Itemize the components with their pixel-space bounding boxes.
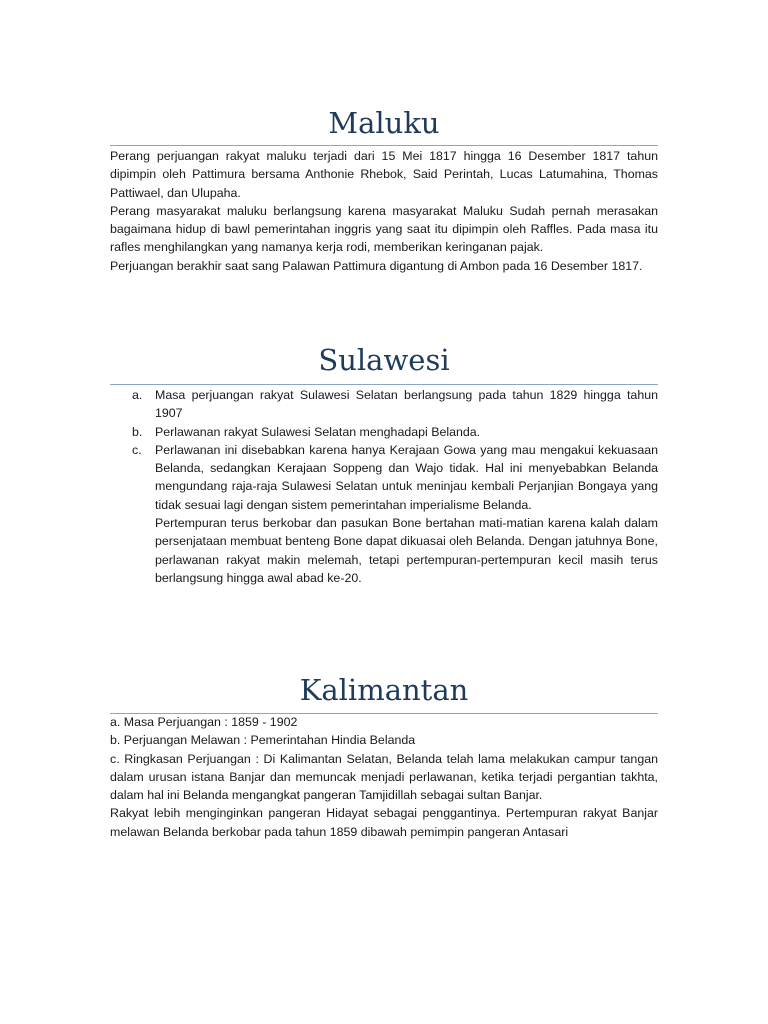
- list-item: [110, 423, 658, 441]
- sulawesi-body: [110, 386, 658, 587]
- paragraph: a. Masa Perjuangan : 1859 - 1902: [110, 715, 298, 729]
- sulawesi-list: [110, 386, 658, 587]
- maluku-body: [110, 147, 658, 275]
- section-title-kalimantan: Kalimantan: [299, 673, 469, 707]
- paragraph: b. Perjuangan Melawan : Pemerintahan Hindia Belanda: [110, 733, 416, 748]
- section-title-maluku: Maluku: [328, 106, 440, 140]
- list-item: [110, 386, 658, 423]
- paragraph: Rakyat lebih menginginkan pangeran Hidayat sebagai penggantinya. Pertempuran rakyat Banjar melawan Belanda berkobar pada tahun 1859 dibawah pemimpin pangeran Antasari: [110, 806, 658, 839]
- list-marker: b.: [132, 424, 143, 439]
- list-marker: a.: [132, 388, 143, 402]
- title-divider: [110, 145, 658, 146]
- paragraph: c. Ringkasan Perjuangan : Di Kalimantan Selatan, Belanda telah lama melakukan campur tangan dalam urusan istana Banjar dan memuncak menjadi perlawanan, ketika terjadi pergantian takhta, dalam hal ini Belanda mengangkat pangeran Tamjidillah sebagai sultan Banjar.: [110, 751, 658, 803]
- paragraph: Perang masyarakat maluku berlangsung karena masyarakat Maluku Sudah pernah merasakan bagaimana hidup di bawl pemerintahan inggris yang saat itu dipimpin oleh Raffles. Pada masa itu rafles menghilangkan yang namanya kerja rodi, memberikan keringanan pajak.: [110, 203, 658, 255]
- paragraph: Perang perjuangan rakyat maluku terjadi dari 15 Mei 1817 hingga 16 Desember 1817 tahun dipimpin oleh Pattimura bersama Anthonie Rhebok, Said Perintah, Lucas Latumahina, Thomas Pattiwael, dan Ulupaha.: [110, 149, 658, 200]
- paragraph: Perlawanan rakyat Sulawesi Selatan menghadapi Belanda.: [155, 424, 481, 439]
- paragraph: Pertempuran terus berkobar dan pasukan Bone bertahan mati-matian karena kalah dalam persenjataan membuat benteng Bone dapat dikuasai oleh Belanda. Dengan jatuhnya Bone, perlawanan rakyat makin melemah, tetapi pertempuran-pertempuran kecil masih terus berlangsung hingga awal abad ke-20.: [155, 516, 658, 585]
- title-divider: [110, 384, 658, 385]
- paragraph: Perlawanan ini disebabkan karena hanya Kerajaan Gowa yang mau mengakui kekuasaan Belanda, sedangkan Kerajaan Soppeng dan Wajo tidak. Hal ini menyebabkan Belanda mengundang raja-raja Sulawesi Selatan untuk meninjau kembali Perjanjian Bongaya yang tidak sesuai lagi dengan sistem pemerintahan imperialisme Belanda.: [155, 442, 658, 512]
- list-item: [110, 441, 658, 587]
- kalimantan-body: [110, 713, 658, 841]
- section-title-sulawesi: Sulawesi: [318, 343, 450, 377]
- list-marker: c.: [132, 442, 142, 457]
- paragraph: Perjuangan berakhir saat sang Palawan Pattimura digantung di Ambon pada 16 Desember 1817.: [110, 258, 643, 273]
- paragraph: Masa perjuangan rakyat Sulawesi Selatan berlangsung pada tahun 1829 hingga tahun 1907: [155, 388, 658, 421]
